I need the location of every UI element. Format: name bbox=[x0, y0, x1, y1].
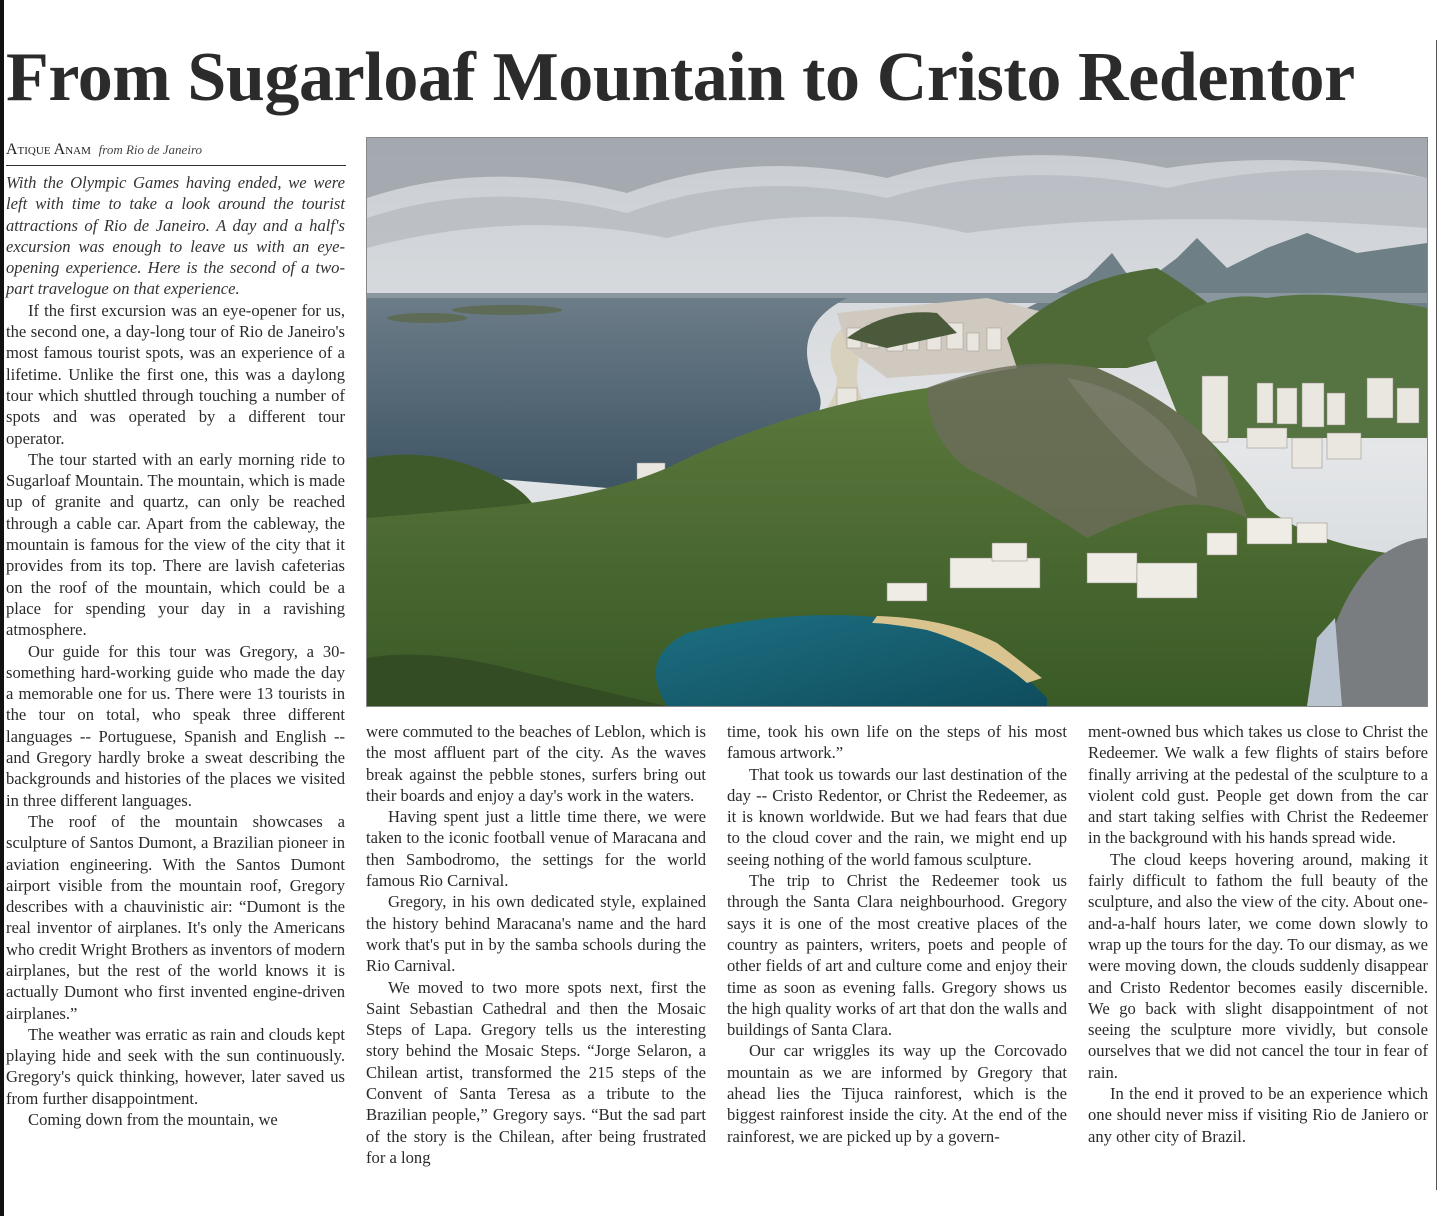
body-paragraph: Gregory, in his own dedicated style, explained the history behind Maracana's name and the hard work that's put in by the samba schools during the Rio Carnival. bbox=[366, 892, 706, 976]
photo-illustration bbox=[367, 138, 1427, 706]
rio-aerial-photo bbox=[366, 137, 1428, 707]
article-column-2 bbox=[366, 721, 706, 1168]
body-paragraph: The weather was erratic as rain and clouds kept playing hide and seek with the sun continuously. Gregory's quick thinking, however, later saved us from further disappointment. bbox=[6, 1024, 345, 1108]
body-paragraph: ment-owned bus which takes us close to Christ the Redeemer. We walk a few flights of stairs before finally arriving at the pedestal of the sculpture to a violent cold gust. People get down from the car and start taking selfies with Christ the Redeemer in the background with his hands spread wide. bbox=[1088, 722, 1428, 848]
body-paragraph: That took us towards our last destination of the day -- Cristo Redentor, or Christ the Redeemer, as it is known worldwide. But we had fears that due to the cloud cover and the rain, we might end up seeing nothing of the world famous sculpture. bbox=[727, 764, 1067, 869]
body-paragraph: The tour started with an early morning ride to Sugarloaf Mountain. The mountain, which is made up of granite and quartz, can only be reached through a cable car. Apart from the cableway, the mountain is famous for the view of the city that it provides from its top. There are lavish cafeterias on the roof of the mountain, which could be a place for spending your day in a ravishing atmosphere. bbox=[6, 449, 345, 640]
article-column-1 bbox=[6, 172, 345, 1130]
page-edge-rule bbox=[0, 0, 4, 1216]
body-paragraph: The cloud keeps hovering around, making it fairly difficult to fathom the full beauty of the sculpture, and also the view of the city. About one-and-a-half hours later, we come down slowly to wrap up the tours for the day. To our dismay, as we were moving down, the clouds suddenly disappear and Cristo Redentor becomes easily discernible. We go back with slight disappointment of not seeing the sculpture more vividly, but console ourselves that we did not cancel the tour in fear of rain. bbox=[1088, 849, 1428, 1082]
body-paragraph: time, took his own life on the steps of his most famous artwork.” bbox=[727, 722, 1067, 763]
byline-location: from Rio de Janeiro bbox=[98, 142, 203, 157]
body-paragraph: The roof of the mountain showcases a sculpture of Santos Dumont, a Brazilian pioneer in aviation engineering. With the Santos Dumont airport visible from the mountain roof, Gregory describes with a chauvinistic air: “Dumont is the real inventor of airplanes. It's only the Americans who credit Wright Brothers as inventors of modern airplanes, but the rest of the world knows it is actually Dumont who first invented engine-driven airplanes.” bbox=[6, 811, 345, 1023]
article-column-3 bbox=[727, 721, 1067, 1147]
byline bbox=[6, 139, 346, 166]
byline-author: Atique Anam bbox=[6, 141, 91, 158]
body-paragraph: Having spent just a little time there, we were taken to the iconic football venue of Maracana and then Sambodromo, the settings for the world famous Rio Carnival. bbox=[366, 807, 706, 891]
body-paragraph: Our car wriggles its way up the Corcovado mountain as we are informed by Gregory that ahead lies the Tijuca rainforest, which is the biggest rainforest inside the city. At the end of the rainforest, we are picked up by a govern- bbox=[727, 1041, 1067, 1146]
body-paragraph: If the first excursion was an eye-opener for us, the second one, a day-long tour of Rio de Janeiro's most famous tourist spots, was an experience of a lifetime. Unlike the first one, this was a daylong tour which shuttled through touching a number of spots and was operated by a different tour operator. bbox=[6, 300, 345, 448]
column-rule-right bbox=[1436, 40, 1437, 1190]
article-column-4 bbox=[1088, 721, 1428, 1147]
body-paragraph: The trip to Christ the Redeemer took us through the Santa Clara neighbourhood. Gregory says it is one of the most creative places of the country as painters, writers, poets and people of other fields of art and culture come and enjoy their time as soon as evening falls. Gregory shows us the high quality works of art that don the walls and buildings of Santa Clara. bbox=[727, 871, 1067, 1040]
body-paragraph: were commuted to the beaches of Leblon, which is the most affluent part of the city. As the waves break against the pebble stones, surfers bring out their boards and enjoy a day's work in the waters. bbox=[366, 722, 706, 805]
body-paragraph: We moved to two more spots next, first the Saint Sebastian Cathedral and then the Mosaic Steps of Lapa. Gregory tells us the interesting story behind the Mosaic Steps. “Jorge Selaron, a Chilean artist, transformed the 215 steps of the Convent of Santa Teresa as a tribute to the Brazilian people,” Gregory says. “But the sad part of the story is the Chilean, after being frustrated for a long bbox=[366, 977, 706, 1167]
intro-paragraph: With the Olympic Games having ended, we were left with time to take a look around the tourist attractions of Rio de Janeiro. A day and a half's excursion was enough to leave us with an eye-opening experience. Here is the second of a two-part travelogue on that experience. bbox=[6, 173, 345, 299]
headline: From Sugarloaf Mountain to Cristo Redentor bbox=[6, 39, 1355, 116]
body-paragraph: Our guide for this tour was Gregory, a 30-something hard-working guide who made the day a memorable one for us. There were 13 tourists in the tour on total, who speak three different languages -- Portuguese, Spanish and English -- and Gregory hardly broke a sweat describing the backgrounds and histories of the places we visited in three different languages. bbox=[6, 641, 345, 810]
body-paragraph: Coming down from the mountain, we bbox=[28, 1110, 278, 1130]
body-paragraph: In the end it proved to be an experience which one should never miss if visiting Rio de Janiero or any other city of Brazil. bbox=[1088, 1084, 1428, 1146]
